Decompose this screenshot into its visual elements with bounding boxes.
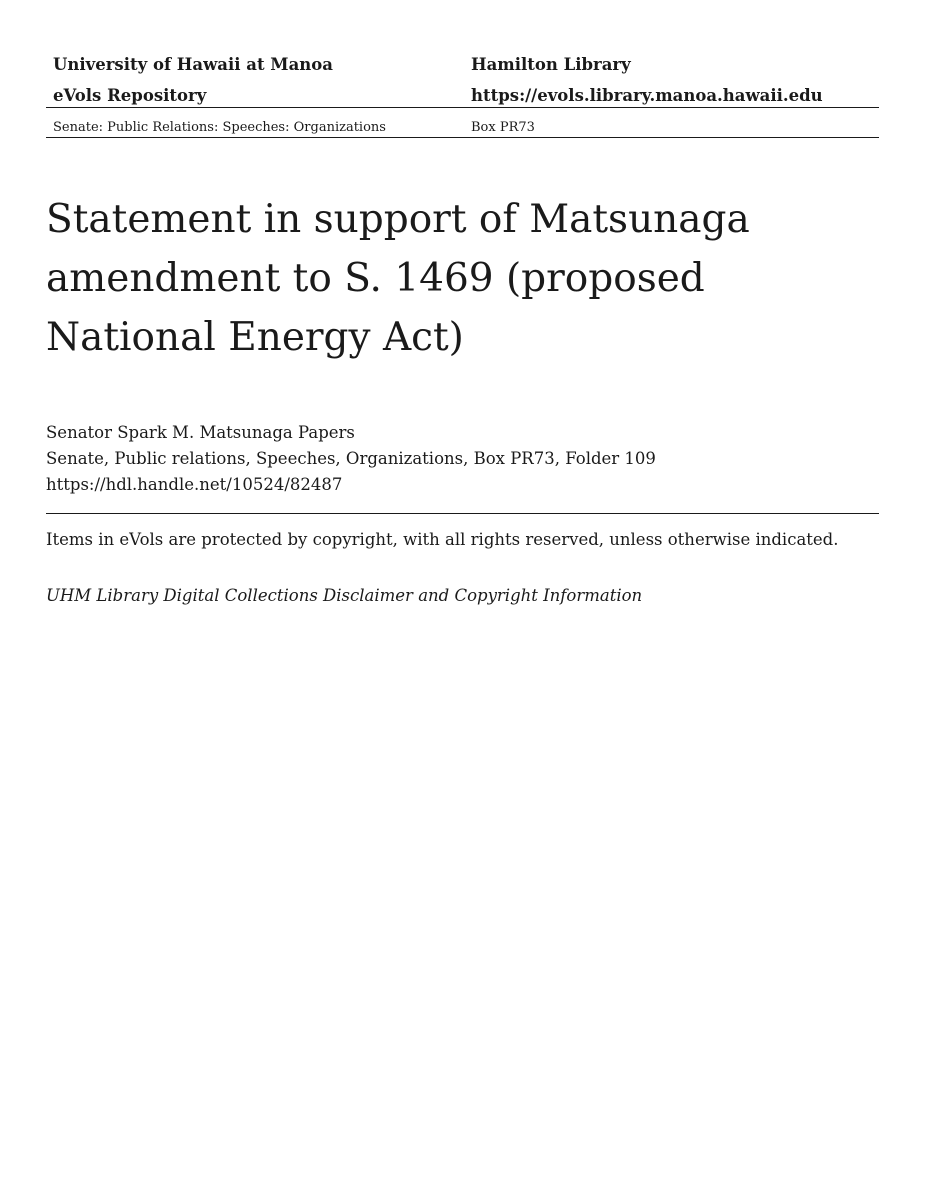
library-name: Hamilton Library	[471, 55, 631, 74]
collection-name: Senator Spark M. Matsunaga Papers	[46, 423, 355, 442]
header-divider-bottom	[46, 137, 879, 138]
repository-name: eVols Repository	[53, 86, 207, 105]
page-header	[46, 52, 879, 135]
header-divider-top	[46, 107, 879, 108]
header-row-2	[46, 83, 879, 114]
copyright-notice: Items in eVols are protected by copyright, with all rights reserved, unless otherwise indicated.	[46, 530, 839, 549]
handle-link[interactable]: https://hdl.handle.net/10524/82487	[46, 475, 343, 494]
header-row-1	[46, 52, 879, 83]
document-title: Statement in support of Matsunaga amendment to S. 1469 (proposed National Energy Act)	[46, 197, 750, 360]
document-metadata	[46, 420, 879, 498]
disclaimer-link[interactable]: UHM Library Digital Collections Disclaimer and Copyright Information	[46, 586, 643, 605]
repository-url[interactable]: https://evols.library.manoa.hawaii.edu	[471, 86, 823, 105]
box-label: Box PR73	[471, 120, 535, 135]
institution-name: University of Hawaii at Manoa	[53, 55, 333, 74]
series-path: Senate: Public Relations: Speeches: Organizations	[53, 120, 386, 135]
folder-location: Senate, Public relations, Speeches, Organizations, Box PR73, Folder 109	[46, 449, 656, 468]
metadata-divider	[46, 513, 879, 514]
